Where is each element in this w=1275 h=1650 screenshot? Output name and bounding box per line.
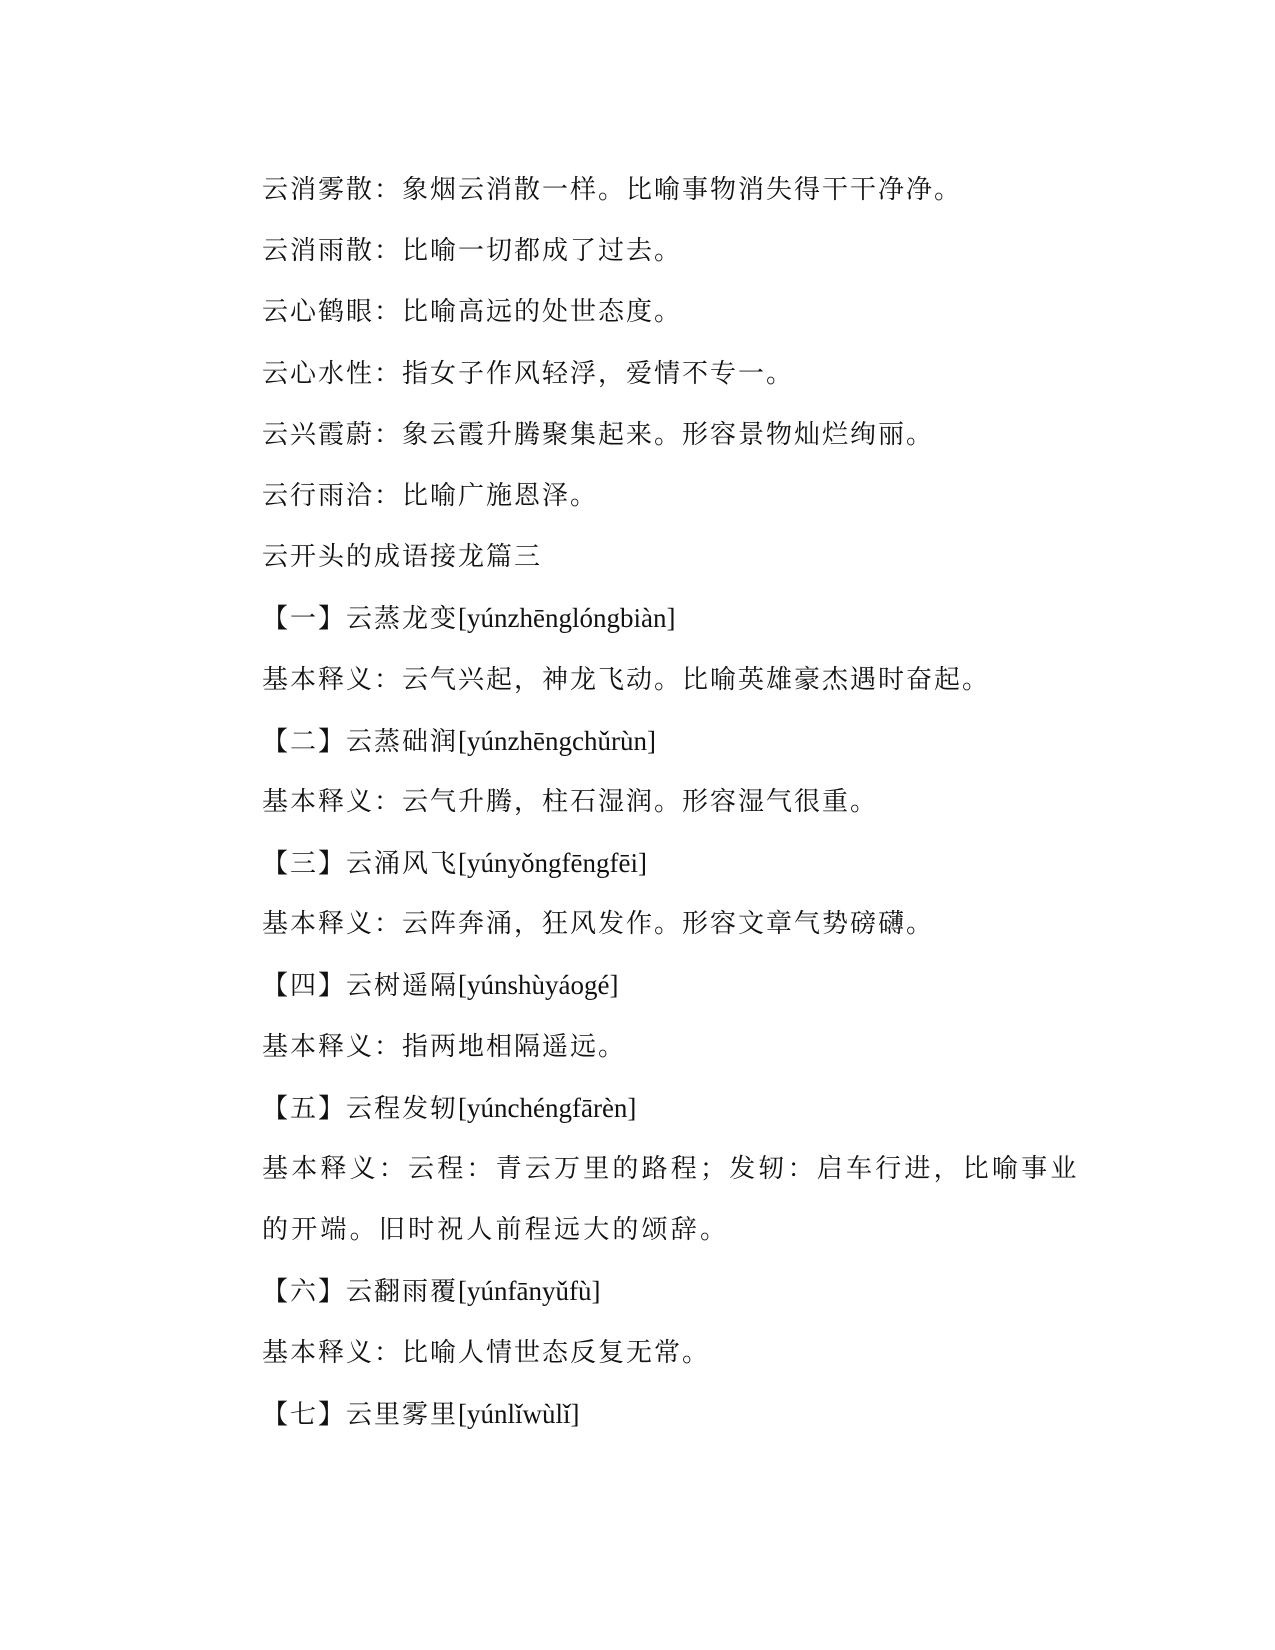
section-heading: 云开头的成语接龙篇三 [262, 542, 543, 573]
idiom-line: 云心鹤眼：比喻高远的处世态度。 [262, 297, 683, 328]
entry-heading-4 [190, 955, 1090, 1016]
idiom-line: 云兴霞蔚：象云霞升腾聚集起来。形容景物灿烂绚丽。 [262, 419, 935, 450]
entry-pinyin: [yúnyǒngfēngfēi] [458, 848, 647, 879]
entry-meaning: 基本释义：云程：青云万里的路程；发轫：启车行进，比喻事业的开端。旧时祝人前程远大的颂辞。 [262, 1154, 1080, 1246]
entry-label: 【六】云翻雨覆 [262, 1277, 459, 1308]
entry-heading-3 [190, 833, 1090, 894]
entry-pinyin: [yúnzhēngchǔrùn] [458, 725, 656, 756]
entry-meaning: 基本释义：云气升腾，柱石湿润。形容湿气很重。 [262, 786, 879, 817]
entry-pinyin: [yúnchéngfārèn] [458, 1092, 637, 1123]
entry-meaning: 基本释义：指两地相隔遥远。 [262, 1031, 627, 1062]
entry-label: 【二】云蒸础润 [262, 726, 459, 757]
entry-label: 【四】云树遥隔 [262, 971, 459, 1002]
entry-meaning: 基本释义：云气兴起，神龙飞动。比喻英雄豪杰遇时奋起。 [262, 664, 991, 695]
document-body [190, 160, 1090, 1445]
idiom-line: 云消雨散：比喻一切都成了过去。 [262, 236, 683, 267]
entry-heading-1 [190, 588, 1090, 649]
entry-heading-6 [190, 1261, 1090, 1322]
entry-heading-5 [190, 1078, 1090, 1139]
entry-label: 【五】云程发轫 [262, 1093, 459, 1124]
entry-label: 【三】云涌风飞 [262, 849, 459, 880]
entry-label: 【一】云蒸龙变 [262, 604, 459, 635]
entry-label: 【七】云里雾里 [262, 1399, 459, 1430]
entry-pinyin: [yúnshùyáogé] [458, 970, 619, 1001]
idiom-line: 云行雨洽：比喻广施恩泽。 [262, 480, 599, 511]
entry-pinyin: [yúnlǐwùlǐ] [458, 1398, 580, 1429]
entry-pinyin: [yúnfānyǔfù] [458, 1276, 601, 1307]
entry-meaning: 基本释义：云阵奔涌，狂风发作。形容文章气势磅礴。 [262, 909, 935, 940]
entry-heading-7 [190, 1384, 1090, 1445]
idiom-line: 云心水性：指女子作风轻浮，爱情不专一。 [262, 358, 795, 389]
idiom-line: 云消雾散：象烟云消散一样。比喻事物消失得干干净净。 [262, 175, 963, 205]
entry-meaning: 基本释义：比喻人情世态反复无常。 [262, 1337, 711, 1368]
entry-pinyin: [yúnzhēnglóngbiàn] [458, 603, 676, 634]
entry-heading-2 [190, 711, 1090, 772]
